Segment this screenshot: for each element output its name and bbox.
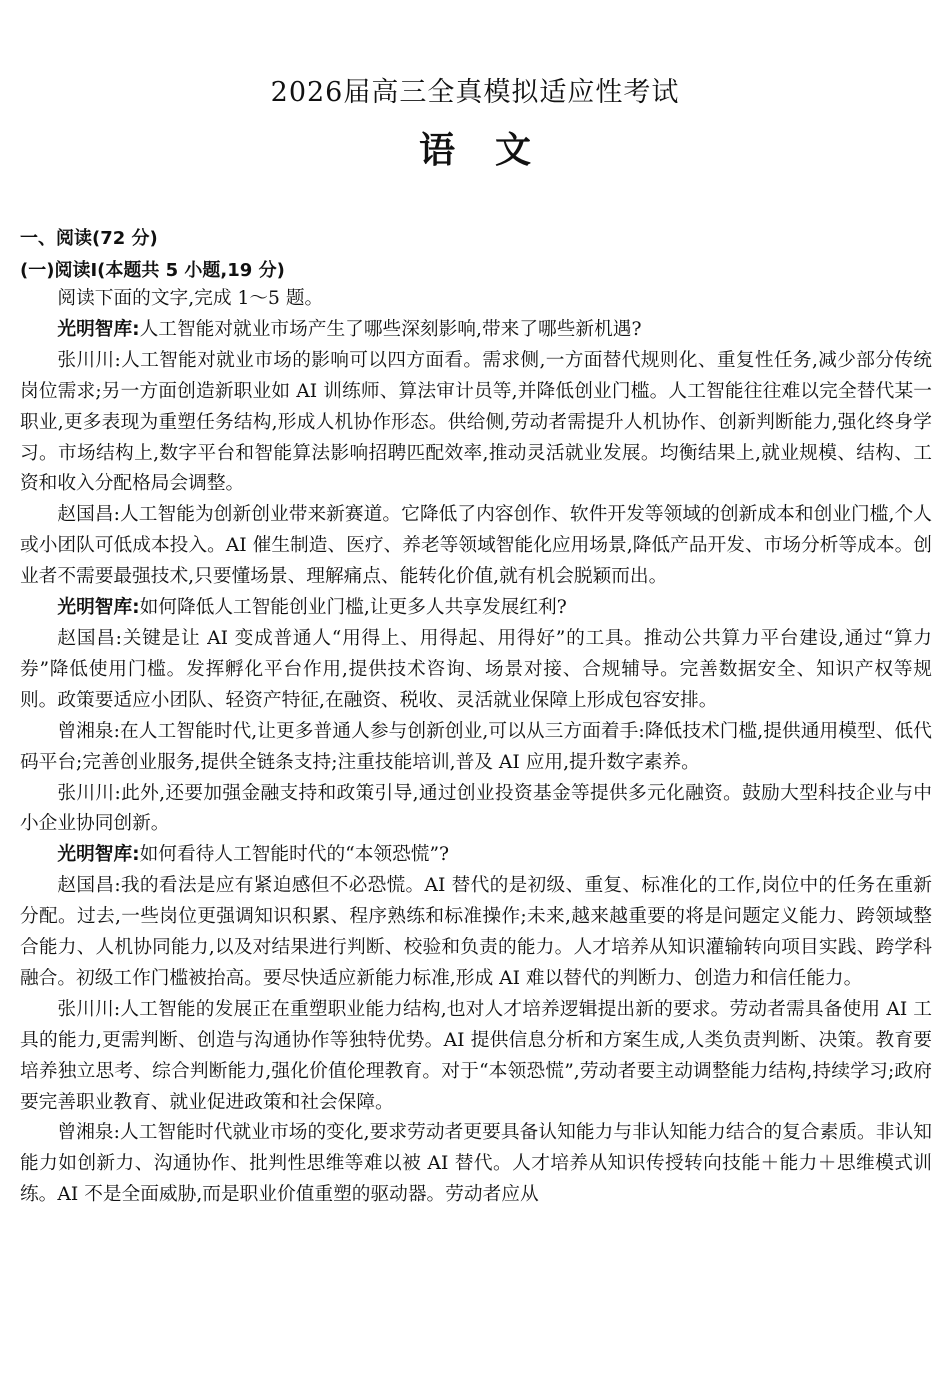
paragraph-text: 赵国昌:我的看法是应有紧迫感但不必恐慌。AI 替代的是初级、重复、标准化的工作,岗位中的任务在重新分配。过去,一些岗位更强调知识积累、程序熟练和标准操作;未来,越来越重要的将是问题定义能力、跨领域整合能力、人机协同能力,以及对结果进行判断、校验和负责的能力。人才培养从知识灌输转向项目实践、跨学科融合。初级工作门槛被抬高。要尽快适应新能力标准,形成 AI 难以替代的判断力、创造力和信任能力。 <box>20 875 932 989</box>
paragraph-text: 张川川:人工智能的发展正在重塑职业能力结构,也对人才培养逻辑提出新的要求。劳动者需具备使用 AI 工具的能力,更需判断、创造与沟通协作等独特优势。AI 提供信息分析和方案生成,人类负责判断、决策。教育要培养独立思考、综合判断能力,强化价值伦理教育。对于“本领恐慌”,劳动者要主动调整能力结构,持续学习;政府要完善职业教育、就业促进政策和社会保障。 <box>20 998 932 1113</box>
passage-paragraph <box>20 995 932 1119</box>
speaker-label: 光明智库: <box>57 318 140 340</box>
paragraph-text: 曾湘泉:人工智能时代就业市场的变化,要求劳动者更要具备认知能力与非认知能力结合的复合素质。非认知能力如创新力、沟通协作、批判性思维等难以被 AI 替代。人才培养从知识传授转向技能＋能力＋思维模式训练。AI 不是全面威胁,而是职业价值重塑的驱动器。劳动者应从 <box>20 1122 932 1206</box>
passage-paragraph <box>20 871 932 995</box>
paragraph-text: 赵国昌:关键是让 AI 变成普通人“用得上、用得起、用得好”的工具。推动公共算力平台建设,通过“算力券”降低使用门槛。发挥孵化平台作用,提供技术咨询、场景对接、合规辅导。完善数据安全、知识产权等规则。政策要适应小团队、轻资产特征,在融资、税收、灵活就业保障上形成包容安排。 <box>20 627 932 711</box>
paragraph-text: 曾湘泉:在人工智能时代,让更多普通人参与创新创业,可以从三方面着手:降低技术门槛,提供通用模型、低代码平台;完善创业服务,提供全链条支持;注重技能培训,普及 AI 应用,提升数字素养。 <box>20 720 932 773</box>
passage-paragraph <box>20 717 932 779</box>
paragraph-text: 如何降低人工智能创业门槛,让更多人共享发展红利? <box>139 597 567 619</box>
passage-paragraph <box>20 840 932 871</box>
paragraph-text: 如何看待人工智能时代的“本领恐慌”? <box>139 844 450 866</box>
paragraph-text: 张川川:此外,还要加强金融支持和政策引导,通过创业投资基金等提供多元化融资。鼓励大型科技企业与中小企业协同创新。 <box>20 782 932 835</box>
paragraph-text: 张川川:人工智能对就业市场的影响可以四方面看。需求侧,一方面替代规则化、重复性任务,减少部分传统岗位需求;另一方面创造新职业如 AI 训练师、算法审计员等,并降低创业门槛。人工智能往往难以完全替代某一职业,更多表现为重塑任务结构,形成人机协作形态。供给侧,劳动者需提升人机协作、创新判断能力,强化终身学习。市场结构上,数字平台和智能算法影响招聘匹配效率,推动灵活就业发展。均衡结果上,就业规模、结构、工资和收入分配格局会调整。 <box>20 349 932 495</box>
paragraph-text: 赵国昌:人工智能为创新创业带来新赛道。它降低了内容创作、软件开发等领域的创新成本和创业门槛,个人或小团队可低成本投入。AI 催生制造、医疗、养老等领域智能化应用场景,降低产品开发、市场分析等成本。创业者不需要最强技术,只要懂场景、理解痛点、能转化价值,就有机会脱颖而出。 <box>20 504 932 588</box>
paragraph-text: 人工智能对就业市场产生了哪些深刻影响,带来了哪些新机遇? <box>139 318 642 340</box>
subject-title: 语文 <box>418 130 571 171</box>
passage-paragraph <box>20 315 932 346</box>
exam-title: 2026届高三全真模拟适应性考试 <box>270 77 680 108</box>
passage-paragraph <box>20 593 932 624</box>
passage-paragraph <box>20 624 932 717</box>
passage-paragraph <box>20 779 932 841</box>
instruction-paragraph: 阅读下面的文字,完成 1～5 题。 <box>57 288 324 309</box>
passage-paragraph <box>20 346 932 501</box>
section-subheading: (一)阅读Ⅰ(本题共 5 小题,19 分) <box>20 260 285 281</box>
speaker-label: 光明智库: <box>57 597 140 619</box>
passage-paragraph <box>20 1118 932 1211</box>
passage-paragraph <box>20 500 932 593</box>
speaker-label: 光明智库: <box>57 844 140 866</box>
reading-passage <box>20 284 932 1211</box>
section-heading: 一、阅读(72 分) <box>20 228 158 249</box>
